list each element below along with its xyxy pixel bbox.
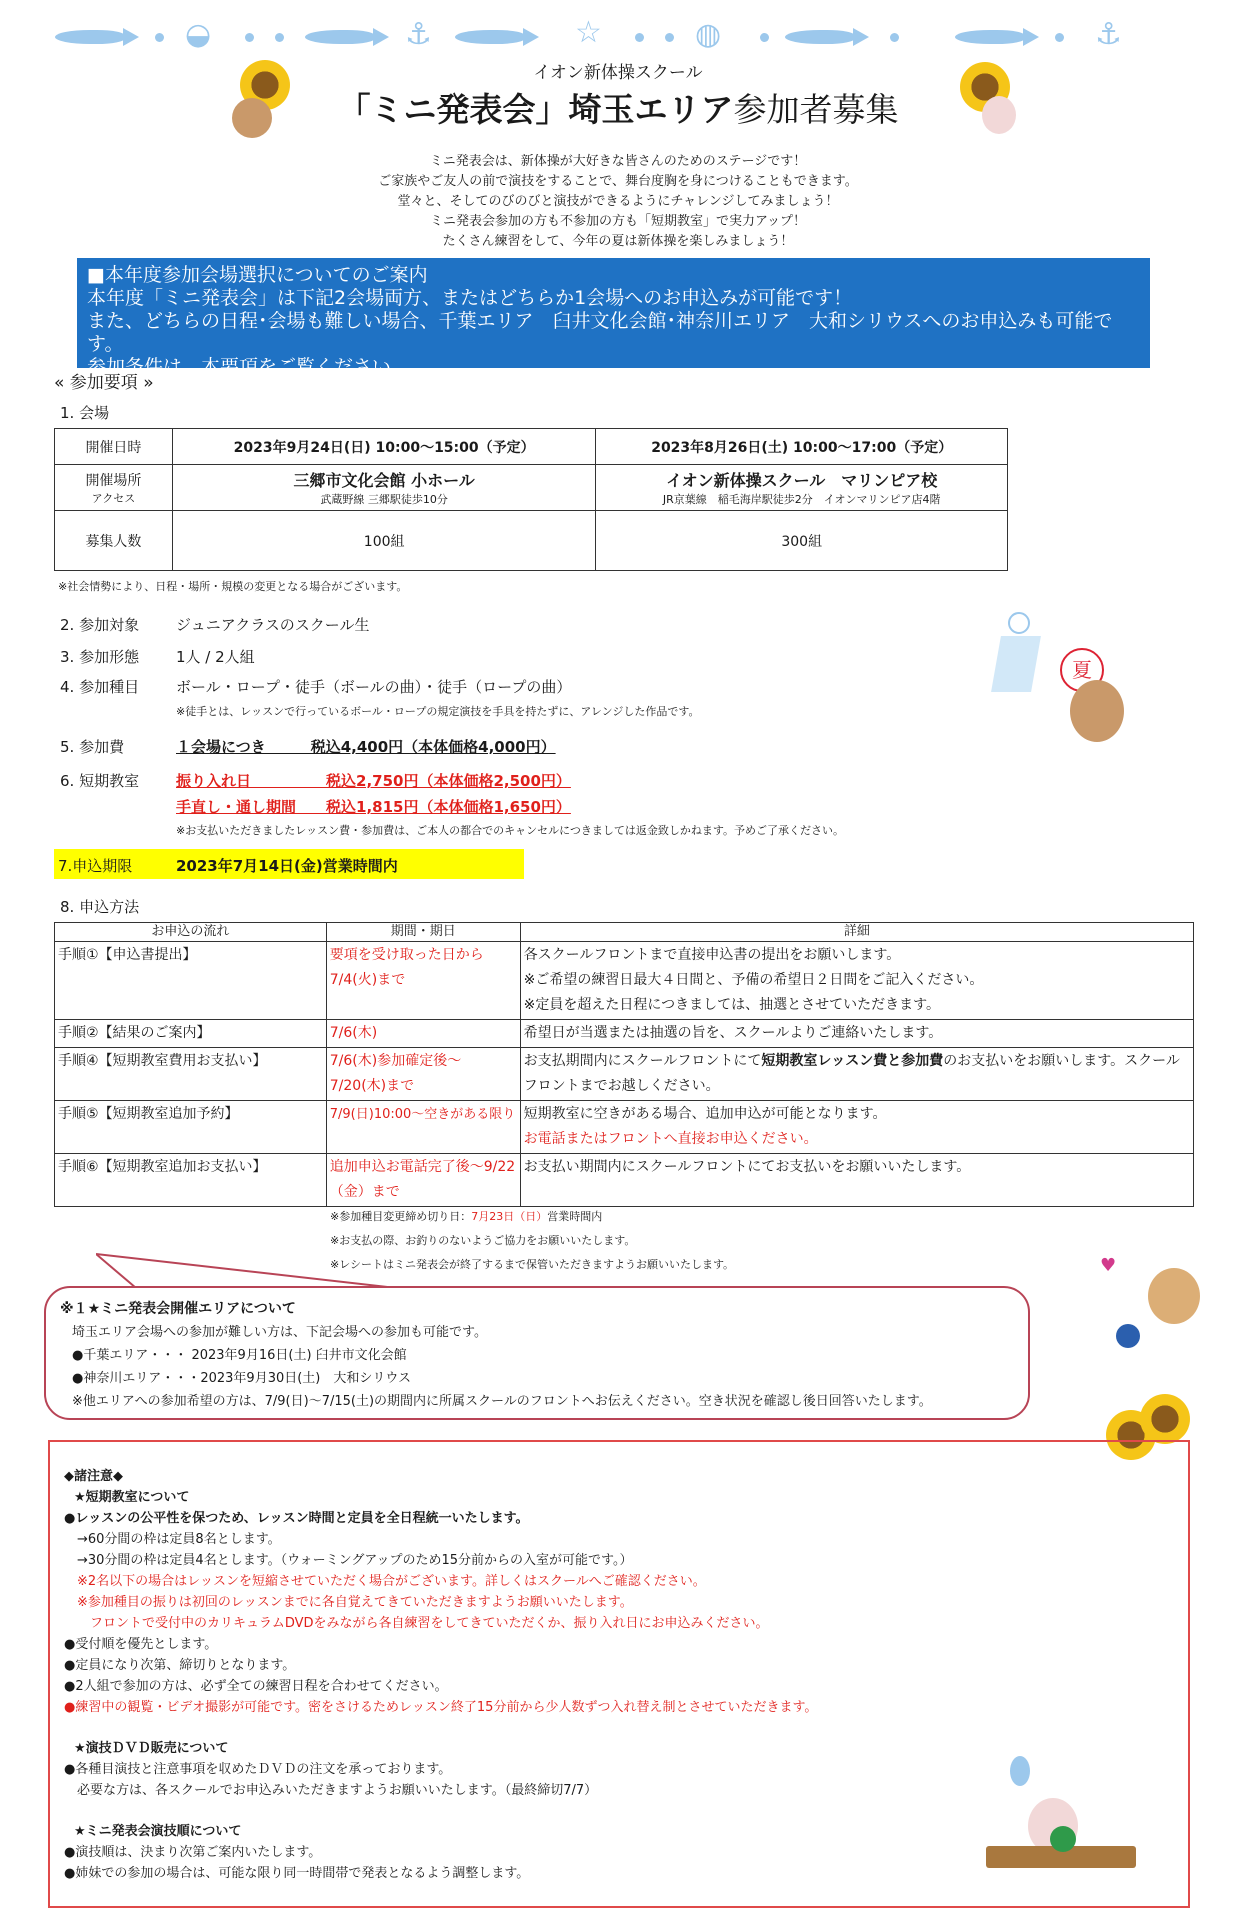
flow-period: 7/9(日)10:00～空きがある限り <box>326 1101 520 1154</box>
notes-line: フロントで受付中のカリキュラムDVDをみながら各自練習をしてきていただくか、振り入れ日にお申込みください。 <box>64 1616 769 1631</box>
note-red: 7月23日（日） <box>471 1210 548 1223</box>
flow-detail <box>520 1101 1193 1154</box>
item2-value: ジュニアクラスのスクール生 <box>176 616 370 634</box>
yoyo-icon <box>1116 1324 1140 1348</box>
table-row <box>55 1101 1194 1154</box>
table-row <box>55 1154 1194 1207</box>
notes-line: ●2人組で参加の方は、必ず全ての練習日程を合わせてください。 <box>64 1679 448 1694</box>
sunflower-icon <box>1140 1394 1190 1444</box>
callout-line: ●神奈川エリア・・・2023年9月30日(土) 大和シリウス <box>72 1371 411 1386</box>
venue2-place <box>596 465 1008 511</box>
flow-header: 詳細 <box>520 923 1193 942</box>
venue1-place <box>172 465 596 511</box>
item6-note: ※お支払いただきましたレッスン費・参加費は、ご本人の都合でのキャンセルにつきましては返金致しかねます。予めご了承ください。 <box>176 824 845 837</box>
dot-icon <box>275 33 284 42</box>
detail-bold: 短期教室レッスン費と参加費 <box>761 1053 944 1069</box>
wind-chime-icon <box>1008 612 1030 634</box>
row-date-label: 開催日時 <box>55 429 173 465</box>
detail-text: のお支払いをお願いします。スクールフロントまでお越しください。 <box>523 1053 1180 1094</box>
callout-line: ※他エリアへの参加希望の方は、7/9(日)～7/15(土)の期間内に所属スクールのフロントへお伝えください。空き状況を確認し後日回答いたします。 <box>72 1394 932 1409</box>
item3-label: 3. 参加形態 <box>60 648 140 666</box>
item7-label: 7.申込期限 <box>58 857 133 875</box>
notes-section-title: ★演技ＤＶＤ販売について <box>74 1741 229 1756</box>
intro-line: ご家族やご友人の前で演技をすることで、舞台度胸を身につけることもできます。 <box>378 174 858 189</box>
row-place-label <box>55 465 173 511</box>
notes-title: ◆諸注意◆ <box>64 1469 123 1484</box>
place-label: 開催場所 <box>85 472 142 489</box>
venue1-date: 2023年9月24日(日) 10:00～15:00（予定） <box>172 429 596 465</box>
top-decoration <box>55 15 1175 58</box>
access-label: アクセス <box>91 491 136 505</box>
item6-fee-b: 手直し・通し期間 税込1,815円（本体価格1,650円） <box>176 798 571 816</box>
page-title <box>0 84 1236 131</box>
dot-icon <box>760 33 769 42</box>
detail-text: お支払期間内にスクールフロントにて <box>523 1053 762 1069</box>
notes-section-title: ★ミニ発表会演技順について <box>74 1824 242 1839</box>
notes-text <box>64 1466 817 1884</box>
flow-period: 7/6(木) <box>326 1020 520 1048</box>
venue2-capacity: 300組 <box>596 511 1008 571</box>
table-row <box>55 942 1194 1020</box>
area-callout-text <box>60 1298 932 1413</box>
flow-header: お申込の流れ <box>55 923 327 942</box>
school-name: イオン新体操スクール <box>533 63 703 83</box>
notes-line: ●受付順を優先とします。 <box>64 1637 218 1652</box>
notes-line: ※2名以下の場合はレッスンを短縮させていただく場合がございます。詳しくはスクールへご確認ください。 <box>64 1574 706 1589</box>
notes-line: →60分間の枠は定員8名とします。 <box>64 1532 281 1547</box>
flow-period: 7/6(木)参加確定後～7/20(木)まで <box>326 1048 520 1101</box>
dot-icon <box>1055 33 1064 42</box>
flow-period: 追加申込お電話完了後～9/22（金）まで <box>326 1154 520 1207</box>
item5-value: １会場につき 税込4,400円（本体価格4,000円） <box>176 738 556 756</box>
application-flow-table <box>54 922 1194 1207</box>
notes-line: →30分間の枠は定員4名とします。（ウォーミングアップのため15分前からの入室が可能です。） <box>64 1553 633 1568</box>
venue2-date: 2023年8月26日(土) 10:00～17:00（予定） <box>596 429 1008 465</box>
fan-icon: 夏 <box>1060 648 1104 692</box>
notes-line: ●定員になり次第、締切りとなります。 <box>64 1658 296 1673</box>
notice-line: また、どちらの日程･会場も難しい場合、千葉エリア 臼井文化会館･神奈川エリア 大和シリウスへのお申込みも可能です。 <box>87 310 1113 355</box>
anchor-icon: ⚓ <box>1095 17 1122 52</box>
intro-line: 堂々と、そしてのびのびと演技ができるようにチャレンジしてみましょう！ <box>397 194 839 209</box>
note-text: ※参加種目変更締め切り日： <box>330 1210 472 1223</box>
anchor-icon: ⚓ <box>405 17 432 52</box>
callout-title: ※１★ミニ発表会開催エリアについて <box>60 1301 296 1317</box>
shell-icon: ◒ <box>185 17 212 52</box>
bear-icon <box>1148 1268 1200 1324</box>
venue2-name: イオン新体操スクール マリンピア校 <box>666 471 938 490</box>
notes-section-title: ★短期教室について <box>74 1490 190 1505</box>
item5-label: 5. 参加費 <box>60 738 125 756</box>
item4-value: ボール・ロープ・徒手（ボールの曲）・徒手（ロープの曲） <box>176 678 572 696</box>
fish-icon <box>455 30 525 44</box>
venue-label: 1. 会場 <box>60 404 110 422</box>
wind-chime-icon <box>1010 1756 1030 1786</box>
item6-label: 6. 短期教室 <box>60 772 140 790</box>
lifebuoy-icon: ◍ <box>695 17 722 52</box>
flow-step: 手順⑤【短期教室追加予約】 <box>55 1101 327 1154</box>
notes-line: ●各種目演技と注意事項を収めたＤＶＤの注文を承っております。 <box>64 1762 452 1777</box>
venue-note: ※社会情勢により、日程・場所・規模の変更となる場合がございます。 <box>58 580 408 593</box>
detail-line: 各スクールフロントまで直接申込書の提出をお願いします。 <box>523 947 901 963</box>
item8-label: 8. 申込方法 <box>60 898 140 916</box>
notes-line: ●練習中の観覧・ビデオ撮影が可能です。密をさけるためレッスン終了15分前から少人数ずつ入れ替え制とさせていただきます。 <box>64 1700 818 1715</box>
bear-icon <box>1070 680 1124 742</box>
fish-icon <box>305 30 375 44</box>
table-row <box>55 1020 1194 1048</box>
venue1-access: 武蔵野線 三郷駅徒歩10分 <box>320 493 448 506</box>
table-row <box>55 1048 1194 1101</box>
item6-fee-a: 振り入れ日 税込2,750円（本体価格2,500円） <box>176 772 571 790</box>
fish-icon <box>55 30 125 44</box>
notice-line: 本年度「ミニ発表会」は下記2会場両方、またはどちらか1会場へのお申込みが可能です！ <box>87 287 853 309</box>
flow-period: 要項を受け取った日から7/4(火)まで <box>326 942 520 1020</box>
venue1-name: 三郷市文化会館 小ホール <box>293 471 475 490</box>
item3-value: 1人 / 2人組 <box>176 648 255 666</box>
flow-detail <box>520 942 1193 1020</box>
notes-line: ●姉妹での参加の場合は、可能な限り同一時間帯で発表となるよう調整します。 <box>64 1866 530 1881</box>
flow-detail: お支払い期間内にスクールフロントにてお支払いをお願いいたします。 <box>520 1154 1193 1207</box>
flow-detail <box>520 1048 1193 1101</box>
detail-line: お電話またはフロントへ直接お申込ください。 <box>523 1131 818 1147</box>
flow-step: 手順①【申込書提出】 <box>55 942 327 1020</box>
notes-line: ●演技順は、決まり次第ご案内いたします。 <box>64 1845 322 1860</box>
item4-label: 4. 参加種目 <box>60 678 140 696</box>
notice-line: 参加条件は、本要項をご覧ください。 <box>87 356 411 378</box>
flow-step: 手順④【短期教室費用お支払い】 <box>55 1048 327 1101</box>
title-bold: 「ミニ発表会」埼玉エリア <box>337 90 734 129</box>
dot-icon <box>665 33 674 42</box>
intro-line: ミニ発表会参加の方も不参加の方も「短期教室」で実力アップ！ <box>429 214 807 229</box>
fish-icon <box>955 30 1025 44</box>
watermelon-icon <box>1050 1826 1076 1852</box>
dot-icon <box>635 33 644 42</box>
notes-line: 必要な方は、各スクールでお申込みいただきますようお願いいたします。（最終締切7/7） <box>64 1783 598 1798</box>
callout-line: ●千葉エリア・・・ 2023年9月16日(土) 臼井市文化会館 <box>72 1348 407 1363</box>
item2-label: 2. 参加対象 <box>60 616 140 634</box>
flow-note: ※お支払の際、お釣りのないようご協力をお願いいたします。 <box>330 1234 636 1247</box>
venue-table <box>54 428 1008 571</box>
callout-line: 埼玉エリア会場への参加が難しい方は、下記会場への参加も可能です。 <box>72 1325 487 1340</box>
flow-note <box>330 1208 602 1224</box>
venue-selection-notice <box>77 258 1150 378</box>
detail-line: ※定員を超えた日程につきましては、抽選とさせていただきます。 <box>523 997 940 1013</box>
row-capacity-label: 募集人数 <box>55 511 173 571</box>
callout-tail <box>96 1250 396 1290</box>
section-heading: « 参加要項 » <box>54 373 154 393</box>
heart-icon: ♥ <box>1100 1255 1117 1276</box>
flow-step: 手順⑥【短期教室追加お支払い】 <box>55 1154 327 1207</box>
dot-icon <box>890 33 899 42</box>
fish-icon <box>785 30 855 44</box>
intro-line: たくさん練習をして、今年の夏は新体操を楽しみましょう！ <box>442 234 794 249</box>
notes-line: ※参加種目の振りは初回のレッスンまでに各自覚えてきていただきますようお願いいたします。 <box>64 1595 633 1610</box>
dot-icon <box>245 33 254 42</box>
item4-note: ※徒手とは、レッスンで行っているボール・ロープの規定演技を手具を持たずに、アレンジした作品です。 <box>176 705 700 718</box>
starfish-icon: ☆ <box>575 15 602 50</box>
venue1-capacity: 100組 <box>172 511 596 571</box>
title-rest: 参加者募集 <box>733 90 899 129</box>
flow-note: ※レシートはミニ発表会が終了するまで保管いただきますようお願いいたします。 <box>330 1258 735 1271</box>
flow-header: 期間・期日 <box>326 923 520 942</box>
intro-line: ミニ発表会は、新体操が大好きな皆さんのためのステージです！ <box>429 154 807 169</box>
item7-value: 2023年7月14日(金)営業時間内 <box>176 857 398 875</box>
notes-line: ●レッスンの公平性を保つため、レッスン時間と定員を全日程統一いたします。 <box>64 1511 529 1526</box>
detail-line: ※ご希望の練習日最大４日間と、予備の希望日２日間をご記入ください。 <box>523 972 984 988</box>
flow-step: 手順②【結果のご案内】 <box>55 1020 327 1048</box>
flow-detail: 希望日が当選または抽選の旨を、スクールよりご連絡いたします。 <box>520 1020 1193 1048</box>
detail-line: 短期教室に空きがある場合、追加申込が可能となります。 <box>523 1106 887 1122</box>
notice-line: ■本年度参加会場選択についてのご案内 <box>87 264 428 286</box>
note-text: 営業時間内 <box>547 1210 603 1223</box>
intro-text <box>0 152 1236 252</box>
wind-chime-strip <box>991 636 1041 692</box>
venue2-access: JR京葉線 稲毛海岸駅徒歩2分 イオンマリンピア店4階 <box>662 493 941 506</box>
dot-icon <box>155 33 164 42</box>
